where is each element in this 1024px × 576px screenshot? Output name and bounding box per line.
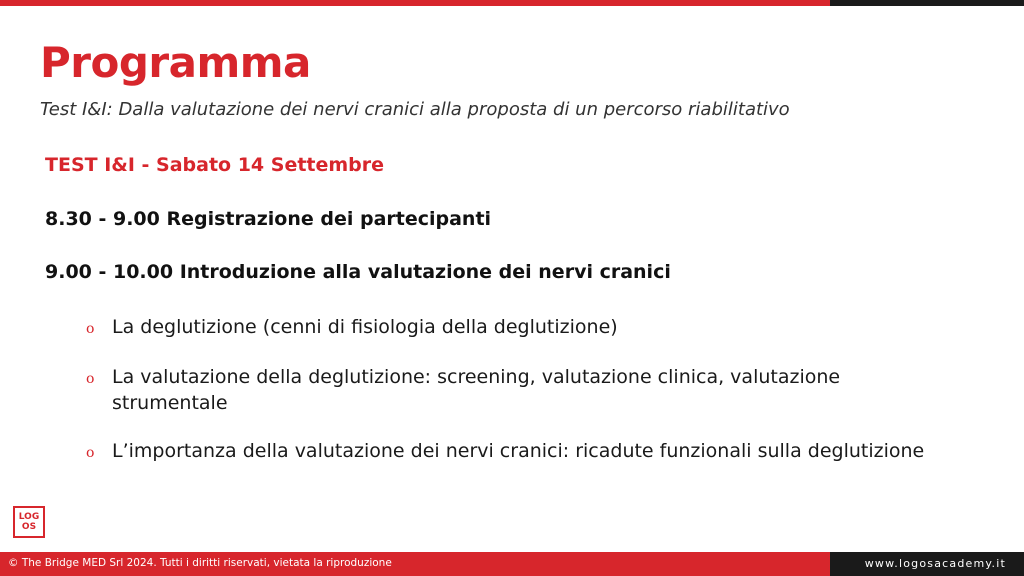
logos-logo-icon [13,506,45,538]
topic-list [86,314,966,488]
footer-website-link[interactable]: www.logosacademy.it [830,552,1024,576]
schedule-item: 9.00 - 10.00 Introduzione alla valutazione dei nervi cranici [45,261,671,283]
session-title: TEST I&I - Sabato 14 Settembre [45,154,385,176]
list-item-text: La valutazione della deglutizione: screening, valutazione clinica, valutazione strumentale [112,366,841,414]
list-item-text: La deglutizione (cenni di fisiologia della deglutizione) [112,316,618,338]
top-bar-black-segment [830,0,1024,6]
top-accent-bar [0,0,1024,6]
footer-bar [0,552,1024,576]
slide-title: Programma [40,38,311,87]
footer-copyright: © The Bridge MED Srl 2024. Tutti i diritti riservati, vietata la riproduzione [0,552,830,576]
schedule-item: 8.30 - 9.00 Registrazione dei partecipanti [45,208,492,230]
bullet-marker-icon: o [86,445,95,461]
bullet-marker-icon: o [86,371,95,387]
slide-subtitle: Test I&I: Dalla valutazione dei nervi cranici alla proposta di un percorso riabilitativo [40,99,790,120]
list-item-text: L’importanza della valutazione dei nervi cranici: ricadute funzionali sulla deglutizione [112,440,925,462]
logo-line-2: OS [21,522,37,532]
logo-line-1: LOG [18,512,40,522]
list-item [86,314,966,342]
list-item [86,364,966,416]
list-item [86,438,966,466]
bullet-marker-icon: o [86,321,95,337]
top-bar-red-segment [0,0,830,6]
